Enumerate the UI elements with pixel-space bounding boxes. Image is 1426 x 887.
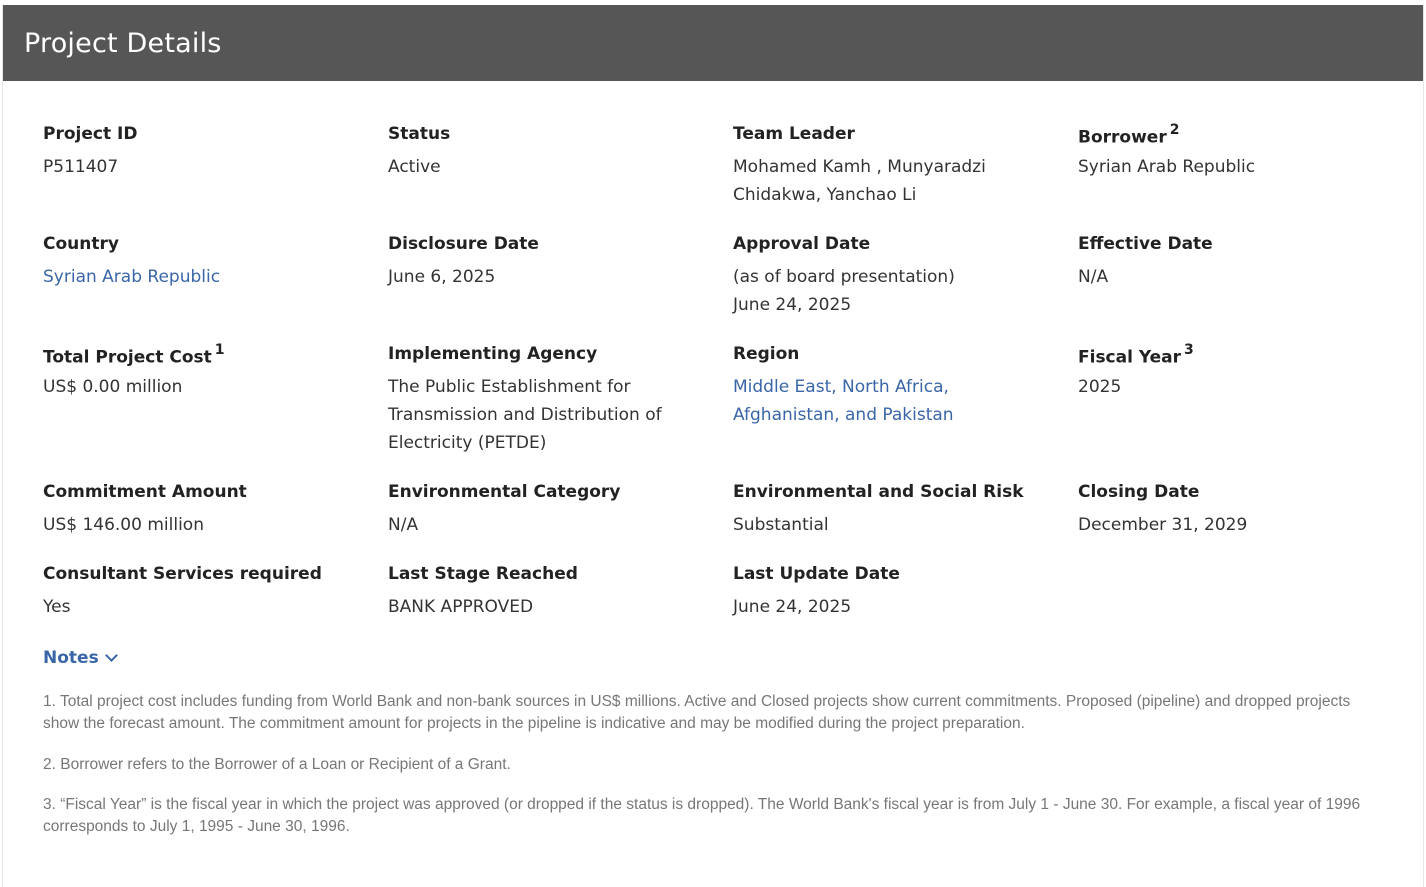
field-label: Country <box>43 234 119 254</box>
footnote-marker: 3 <box>1184 342 1194 358</box>
field-value: June 24, 2025 <box>733 597 852 617</box>
field-label: Implementing Agency <box>388 344 598 364</box>
footnote-marker: 2 <box>1169 122 1180 138</box>
field-closing-date <box>1078 482 1398 539</box>
field-label: Status <box>388 124 451 144</box>
field-disclosure-date <box>388 234 708 291</box>
field-label: Total Project Cost $^1$ <box>43 342 225 368</box>
field-label: Consultant Services required <box>43 564 322 584</box>
field-label: Commitment Amount <box>43 482 247 502</box>
region-link[interactable] <box>733 373 1053 429</box>
field-last-update-date <box>733 564 1053 621</box>
value-line: Electricity (PETDE) <box>388 433 547 453</box>
field-label: Team Leader <box>733 124 855 144</box>
field-value: US$ 146.00 million <box>43 515 204 535</box>
field-label: Approval Date <box>733 234 871 254</box>
field-commitment-amount <box>43 482 363 539</box>
field-team-leader <box>733 124 1053 209</box>
field-value: December 31, 2029 <box>1078 515 1248 535</box>
project-details-panel <box>2 5 1424 887</box>
note-2: 2. Borrower refers to the Borrower of a Loan or Recipient of a Grant. <box>43 756 511 773</box>
note-1: 1. Total project cost includes funding from World Bank and non-bank sources in US$ millions. Active and Closed projects show current commitments. Proposed (pipeline) and dropped projects show the forecast amount. The commitment amount for projects in the pipeline is indicative and may be modified during the project preparation. <box>43 693 1351 732</box>
field-label: Last Stage Reached <box>388 564 578 584</box>
value-line: Transmission and Distribution of <box>388 405 662 425</box>
field-label: Borrower $^2$ <box>1078 122 1180 148</box>
field-value: P511407 <box>43 157 119 177</box>
field-env-social-risk <box>733 482 1053 539</box>
field-fiscal-year <box>1078 344 1398 401</box>
notes-toggle-label[interactable]: Notes <box>43 648 99 668</box>
field-borrower <box>1078 124 1398 181</box>
field-project-id <box>43 124 363 181</box>
field-value: Active <box>388 157 441 177</box>
field-value <box>388 373 708 457</box>
value-line: June 24, 2025 <box>733 295 852 315</box>
field-value <box>733 263 1053 319</box>
field-value: June 6, 2025 <box>388 267 496 287</box>
field-approval-date <box>733 234 1053 319</box>
country-link[interactable]: Syrian Arab Republic <box>43 267 221 287</box>
field-value: Syrian Arab Republic <box>1078 156 1256 177</box>
value-line: (as of board presentation) <box>733 267 955 287</box>
field-value <box>733 153 1053 209</box>
field-label: Environmental and Social Risk <box>733 482 1024 502</box>
field-status <box>388 124 708 181</box>
field-value: Substantial <box>733 515 829 535</box>
field-label: Effective Date <box>1078 234 1213 254</box>
field-effective-date <box>1078 234 1398 291</box>
field-label: Last Update Date <box>733 564 900 584</box>
field-value: N/A <box>1078 267 1109 287</box>
note-3: 3. “Fiscal Year” is the fiscal year in which the project was approved (or dropped if the status is dropped). The World Bank's fiscal year is from July 1 - June 30. For example, a fiscal year of 1996 corresponds to July 1, 1995 - June 30, 1996. <box>43 796 1361 835</box>
field-consultant-services <box>43 564 363 621</box>
value-line[interactable]: Middle East, North Africa, <box>733 377 949 397</box>
field-total-project-cost <box>43 344 363 401</box>
field-label: Disclosure Date <box>388 234 539 254</box>
notes-toggle[interactable] <box>43 648 116 668</box>
field-value: 2025 <box>1078 376 1122 397</box>
field-last-stage-reached <box>388 564 708 621</box>
footnote-marker: 1 <box>214 342 225 358</box>
field-country <box>43 234 363 291</box>
field-label: Environmental Category <box>388 482 621 502</box>
value-line[interactable]: Afghanistan, and Pakistan <box>733 405 954 425</box>
field-label: Fiscal Year $^3$ <box>1078 342 1194 368</box>
field-value: N/A <box>388 515 419 535</box>
field-label: Closing Date <box>1078 482 1200 502</box>
page-title: Project Details <box>24 27 222 59</box>
field-region <box>733 344 1053 429</box>
field-environmental-category <box>388 482 708 539</box>
chevron-down-icon[interactable] <box>105 649 118 662</box>
value-line: Chidakwa, Yanchao Li <box>733 185 917 205</box>
value-line: Mohamed Kamh , Munyaradzi <box>733 157 986 177</box>
field-value: US$ 0.00 million <box>43 376 183 397</box>
value-line: The Public Establishment for <box>388 377 631 397</box>
field-value: BANK APPROVED <box>388 597 534 617</box>
field-implementing-agency <box>388 344 708 457</box>
field-label: Region <box>733 344 800 364</box>
field-value: Yes <box>43 597 71 617</box>
panel-header <box>3 5 1423 81</box>
field-label: Project ID <box>43 124 138 144</box>
